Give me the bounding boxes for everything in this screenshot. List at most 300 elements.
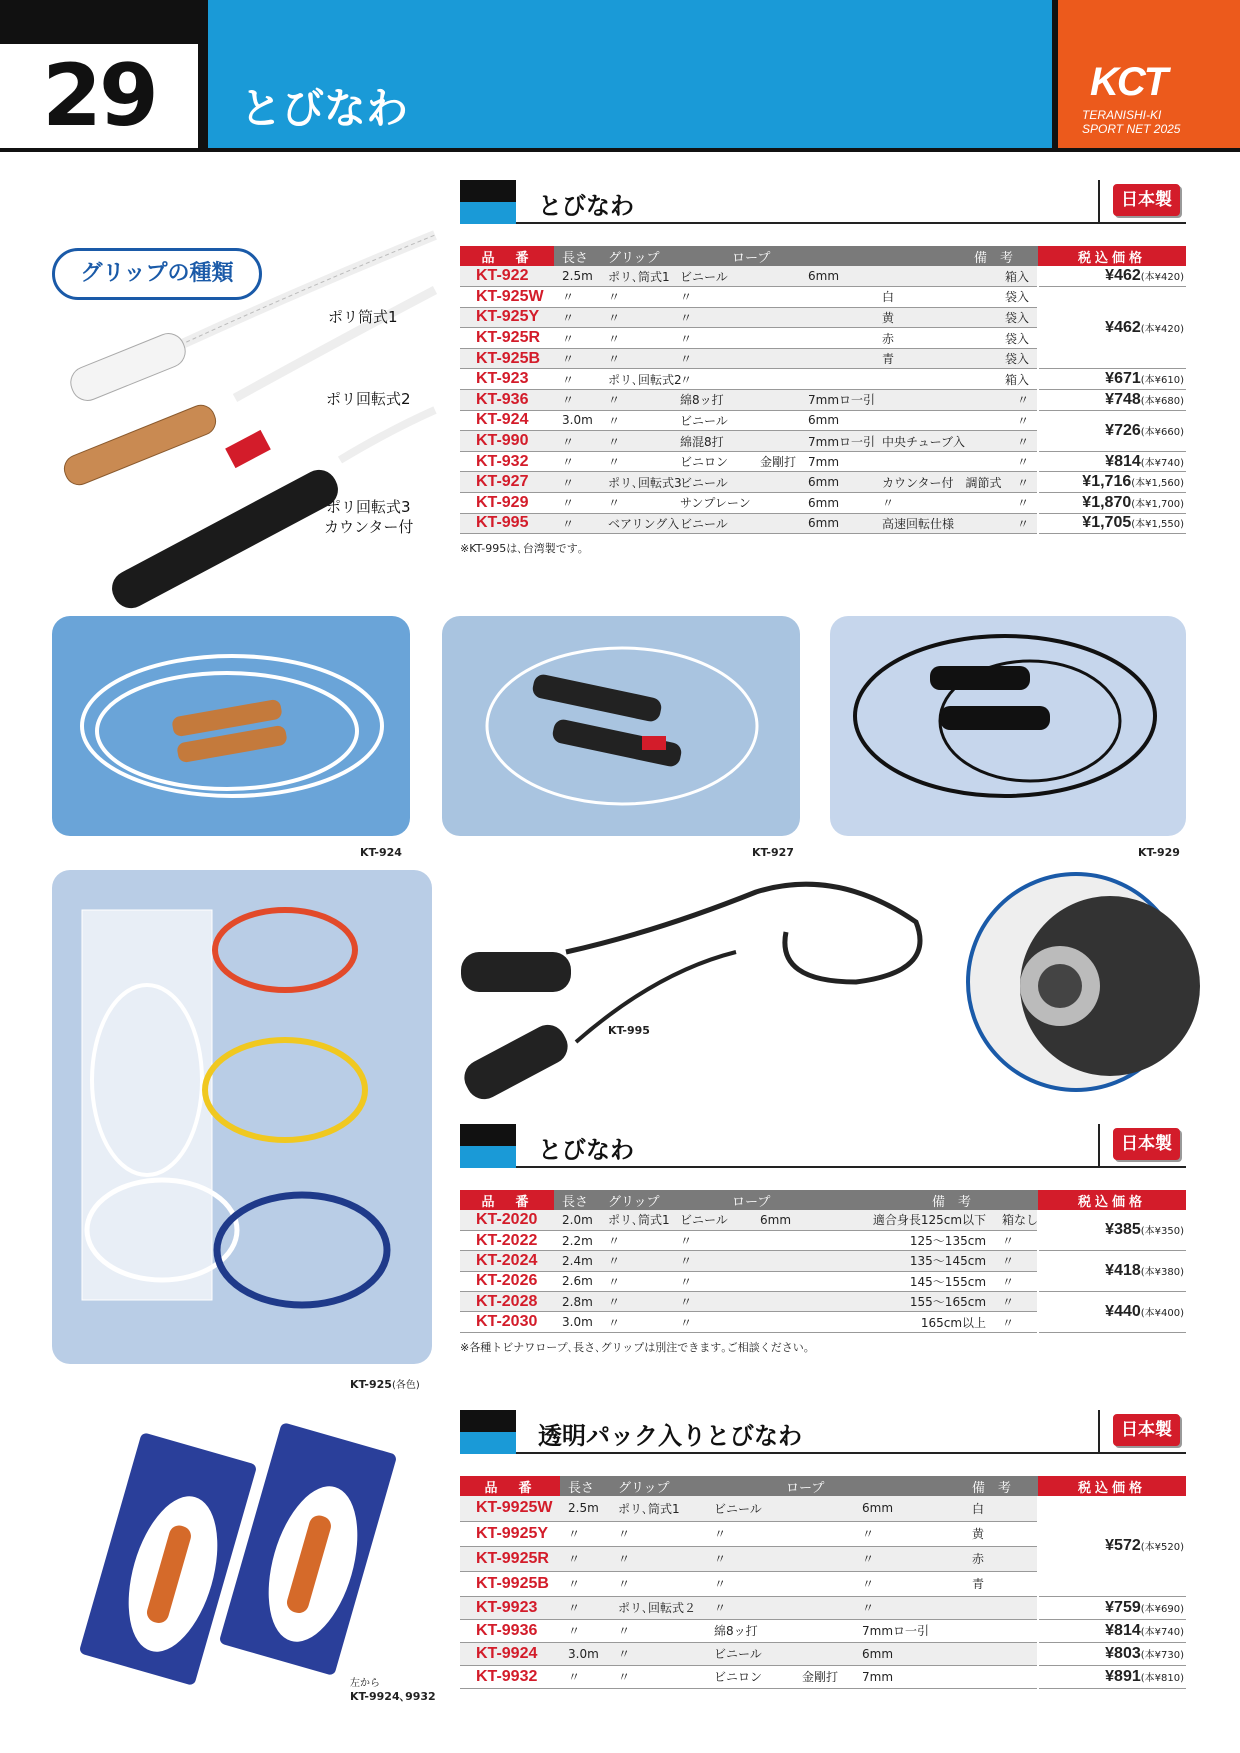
photo-kt-924	[52, 616, 410, 836]
table-row	[460, 1496, 1186, 1521]
rope-cell: 〃	[672, 1251, 752, 1271]
grip-cell: 〃	[610, 1571, 706, 1596]
length-cell: 〃	[554, 390, 600, 411]
price-value: ¥1,870	[1082, 493, 1132, 511]
price-value: ¥385	[1105, 1221, 1141, 1239]
caption-kt-995: KT-995	[608, 1024, 650, 1037]
made-in-japan-badge: 日本製	[1113, 1414, 1180, 1446]
price-cell	[1038, 493, 1186, 514]
rope-type-cell	[752, 307, 800, 328]
packaging-cell: 〃	[994, 493, 1038, 514]
packaging-cell: 袋入	[994, 287, 1038, 308]
remarks-cell	[874, 266, 994, 287]
caption-kt-927: KT-927	[752, 846, 794, 859]
remarks-cell: 黄	[874, 307, 994, 328]
rope-size-cell: 6mm	[800, 410, 874, 431]
note-1: ※KT-995は､台湾製です｡	[460, 542, 584, 556]
table-row	[460, 410, 1186, 431]
rope-type-cell	[794, 1619, 854, 1642]
price-tax: (本¥420)	[1140, 323, 1185, 335]
rope-size-cell: 7mmロ一引	[800, 390, 874, 411]
price-tax: (本¥690)	[1140, 1603, 1184, 1615]
remarks-cell	[964, 1642, 1038, 1665]
remarks-cell: 〃	[874, 493, 994, 514]
grip-label-2: ポリ回転式2	[326, 390, 411, 408]
price-tax: (本¥730)	[1140, 1649, 1184, 1661]
col-price: 税込価格	[1038, 1476, 1186, 1496]
table-row	[460, 451, 1186, 472]
length-cell: 3.0m	[554, 410, 600, 431]
grip-cell: ポリ､筒式1	[600, 266, 672, 287]
rope-size-cell	[752, 1251, 832, 1271]
length-cell: 〃	[560, 1571, 610, 1596]
rope-size-cell: 6mm	[800, 513, 874, 534]
grip-cell: 〃	[600, 493, 672, 514]
product-table-3	[460, 1476, 1186, 1689]
remarks-cell	[874, 369, 994, 390]
price-cell	[1038, 1596, 1186, 1619]
col-grip: グリップ	[600, 1190, 672, 1210]
rope-cell: 〃	[672, 1230, 752, 1250]
product-code: KT-9924	[460, 1642, 560, 1665]
remarks-cell: 青	[874, 348, 994, 369]
section-1	[460, 180, 1186, 556]
grip-label-4: カウンター付	[324, 518, 414, 536]
col-price: 税込価格	[1038, 1190, 1186, 1210]
rope-type-cell	[752, 410, 800, 431]
product-code: KT-936	[460, 390, 554, 411]
price-tax: (本¥680)	[1140, 395, 1185, 407]
photo-blister-packs	[88, 1424, 408, 1684]
col-remarks: 備 考	[874, 246, 1038, 266]
remarks-cell: カウンター付 調節式	[874, 472, 994, 493]
price-cell	[1038, 451, 1186, 472]
col-grip: グリップ	[600, 246, 672, 266]
grip-cell: 〃	[600, 451, 672, 472]
price-tax: (本¥350)	[1140, 1226, 1185, 1238]
price-tax: (本¥810)	[1140, 1672, 1184, 1684]
packaging-cell: 〃	[994, 410, 1038, 431]
col-length: 長さ	[560, 1476, 610, 1496]
rope-cell: 〃	[672, 1312, 752, 1332]
rope-cell: ビニール	[706, 1496, 794, 1521]
price-tax: (本¥1,550)	[1131, 519, 1185, 531]
price-cell	[1038, 1251, 1186, 1292]
rope-size-cell: 7mm	[854, 1665, 964, 1688]
length-cell: 〃	[554, 513, 600, 534]
table-row	[460, 266, 1186, 287]
remarks-cell: 白	[964, 1496, 1038, 1521]
rope-cell: 綿8ッ打	[672, 390, 752, 411]
grip-cell: 〃	[600, 1312, 672, 1332]
col-rope: ロープ	[672, 246, 874, 266]
remarks-cell	[874, 410, 994, 431]
grip-cell: 〃	[610, 1521, 706, 1546]
remarks-cell	[964, 1619, 1038, 1642]
rope-size-cell: 7mm	[800, 451, 874, 472]
grip-cell: 〃	[600, 1230, 672, 1250]
price-cell	[1038, 410, 1186, 451]
remarks-cell: 青	[964, 1571, 1038, 1596]
grip-cell: ベアリング入	[600, 513, 672, 534]
rope-cell: ビニール	[672, 472, 752, 493]
rope-type-cell	[752, 431, 800, 452]
length-cell: 〃	[554, 451, 600, 472]
price-value: ¥748	[1105, 390, 1141, 408]
section-2	[460, 1124, 1186, 1355]
rope-size-cell	[752, 1312, 832, 1332]
price-cell	[1038, 1619, 1186, 1642]
product-code: KT-925R	[460, 328, 554, 349]
brand-logo: KCT	[1090, 60, 1167, 104]
product-code: KT-929	[460, 493, 554, 514]
price-value: ¥803	[1105, 1644, 1141, 1662]
rope-size-cell	[800, 287, 874, 308]
grip-cell: 〃	[600, 410, 672, 431]
rope-type-cell	[752, 369, 800, 390]
price-value: ¥418	[1105, 1262, 1141, 1280]
rope-type-cell	[752, 493, 800, 514]
table-row	[460, 493, 1186, 514]
rope-size-cell	[800, 348, 874, 369]
table-row	[460, 1251, 1186, 1271]
length-cell: 2.2m	[554, 1230, 600, 1250]
grip-cell: ポリ､回転式3	[600, 472, 672, 493]
price-value: ¥1,705	[1082, 514, 1132, 532]
packaging-cell: 〃	[994, 1292, 1038, 1312]
rope-cell: 〃	[706, 1521, 794, 1546]
product-code: KT-925W	[460, 287, 554, 308]
rope-size-cell	[752, 1230, 832, 1250]
made-in-japan-badge: 日本製	[1113, 184, 1180, 216]
rope-size-cell: 7mmロ一引	[854, 1619, 964, 1642]
length-cell: 2.5m	[560, 1496, 610, 1521]
product-code: KT-995	[460, 513, 554, 534]
rope-cell: 〃	[672, 1292, 752, 1312]
packaging-cell: 〃	[994, 1251, 1038, 1271]
col-code: 品 番	[460, 246, 554, 266]
product-code: KT-2026	[460, 1271, 554, 1291]
brand-subtitle: TERANISHI-KI SPORT NET 2025	[1082, 108, 1181, 136]
price-value: ¥462	[1105, 267, 1141, 285]
length-cell: 〃	[554, 493, 600, 514]
packaging-cell: 〃	[994, 472, 1038, 493]
table-row	[460, 472, 1186, 493]
rope-type-cell	[752, 266, 800, 287]
price-value: ¥891	[1105, 1667, 1141, 1685]
rope-cell: 〃	[672, 1271, 752, 1291]
product-code: KT-9925Y	[460, 1521, 560, 1546]
grip-cell: 〃	[600, 348, 672, 369]
product-table-2	[460, 1190, 1186, 1333]
grip-cell: 〃	[600, 431, 672, 452]
photo-kt-929	[830, 616, 1186, 836]
photo-kt-925	[52, 870, 432, 1364]
col-price: 税込価格	[1038, 246, 1186, 266]
rope-type-cell	[794, 1496, 854, 1521]
caption-kt-925: KT-925(各色)	[350, 1378, 420, 1391]
price-value: ¥1,716	[1082, 473, 1132, 491]
price-tax: (本¥610)	[1140, 375, 1185, 387]
rope-type-cell	[794, 1546, 854, 1571]
length-cell: 〃	[560, 1546, 610, 1571]
table-row	[460, 1596, 1186, 1619]
product-code: KT-2024	[460, 1251, 554, 1271]
price-tax: (本¥740)	[1140, 457, 1185, 469]
price-cell	[1038, 1665, 1186, 1688]
price-cell	[1038, 369, 1186, 390]
rope-type-cell: 金剛打	[794, 1665, 854, 1688]
remarks-cell: 赤	[964, 1546, 1038, 1571]
grip-cell: 〃	[600, 307, 672, 328]
bearing-detail-photo	[966, 872, 1186, 1092]
remarks-cell	[874, 390, 994, 411]
price-cell	[1038, 1210, 1186, 1251]
product-code: KT-2028	[460, 1292, 554, 1312]
price-cell	[1038, 472, 1186, 493]
rope-size-cell: 〃	[854, 1546, 964, 1571]
section-title: とびなわ	[538, 192, 634, 220]
price-value: ¥759	[1105, 1598, 1141, 1616]
product-code: KT-9936	[460, 1619, 560, 1642]
price-value: ¥440	[1105, 1302, 1141, 1320]
rope-cell: 〃	[672, 369, 752, 390]
rope-type-cell: 金剛打	[752, 451, 800, 472]
rope-cell: 〃	[706, 1571, 794, 1596]
packaging-cell: 袋入	[994, 348, 1038, 369]
remarks-cell: 155～165cm	[832, 1292, 994, 1312]
price-value: ¥726	[1105, 421, 1141, 439]
length-cell: 〃	[554, 472, 600, 493]
rope-cell: 〃	[706, 1596, 794, 1619]
section-3	[460, 1410, 1186, 1689]
note-2: ※各種トビナワロープ､長さ､グリップは別注できます｡ご相談ください｡	[460, 1340, 810, 1354]
product-code: KT-925B	[460, 348, 554, 369]
grip-label-3: ポリ回転式3	[326, 498, 411, 516]
price-cell	[1038, 390, 1186, 411]
table-row	[460, 1642, 1186, 1665]
remarks-cell: 黄	[964, 1521, 1038, 1546]
packaging-cell: 袋入	[994, 328, 1038, 349]
table-row	[460, 1292, 1186, 1312]
rope-type-cell	[752, 390, 800, 411]
packaging-cell: 箱なし	[994, 1210, 1038, 1230]
product-code: KT-9932	[460, 1665, 560, 1688]
rope-size-cell	[752, 1292, 832, 1312]
packaging-cell: 箱入	[994, 266, 1038, 287]
made-in-japan-badge: 日本製	[1113, 1128, 1180, 1160]
rope-size-cell: 〃	[854, 1596, 964, 1619]
rope-size-cell: 〃	[854, 1521, 964, 1546]
col-rope: ロープ	[672, 1190, 832, 1210]
remarks-cell: 中央チューブ入	[874, 431, 994, 452]
packaging-cell: 〃	[994, 451, 1038, 472]
product-code: KT-927	[460, 472, 554, 493]
table-row	[460, 390, 1186, 411]
length-cell: 〃	[554, 369, 600, 390]
col-grip: グリップ	[610, 1476, 706, 1496]
grip-cell: 〃	[610, 1665, 706, 1688]
remarks-cell: 赤	[874, 328, 994, 349]
col-length: 長さ	[554, 1190, 600, 1210]
grip-cell: 〃	[600, 1292, 672, 1312]
length-cell: 〃	[554, 307, 600, 328]
rope-cell: サンプレーン	[672, 493, 752, 514]
length-cell: 3.0m	[554, 1312, 600, 1332]
section-title: 透明パック入りとびなわ	[538, 1422, 802, 1450]
price-cell	[1038, 1292, 1186, 1333]
rope-cell: 〃	[672, 348, 752, 369]
caption-kt-924: KT-924	[360, 846, 402, 859]
rope-cell: ビニロン	[706, 1665, 794, 1688]
price-tax: (本¥1,560)	[1131, 478, 1185, 490]
page-title: とびなわ	[240, 84, 409, 133]
photo-kt-995	[456, 872, 956, 1112]
table-row	[460, 1210, 1186, 1230]
price-value: ¥462	[1105, 318, 1141, 336]
remarks-cell	[964, 1596, 1038, 1619]
remarks-cell: 白	[874, 287, 994, 308]
product-code: KT-932	[460, 451, 554, 472]
col-rope: ロープ	[706, 1476, 964, 1496]
rope-size-cell: 6mm	[800, 472, 874, 493]
length-cell: 2.4m	[554, 1251, 600, 1271]
rope-cell: 〃	[672, 328, 752, 349]
product-code: KT-924	[460, 410, 554, 431]
rope-size-cell: 6mm	[752, 1210, 832, 1230]
price-cell	[1038, 266, 1186, 287]
packaging-cell: 袋入	[994, 307, 1038, 328]
grip-cell: 〃	[600, 328, 672, 349]
packaging-cell: 〃	[994, 1230, 1038, 1250]
rope-size-cell: 6mm	[800, 493, 874, 514]
remarks-cell: 適合身長125cm以下	[832, 1210, 994, 1230]
length-cell: 〃	[554, 431, 600, 452]
rope-size-cell: 6mm	[800, 266, 874, 287]
packaging-cell: 箱入	[994, 369, 1038, 390]
length-cell: 〃	[560, 1521, 610, 1546]
length-cell: 〃	[560, 1665, 610, 1688]
length-cell: 3.0m	[560, 1642, 610, 1665]
price-tax: (本¥520)	[1140, 1541, 1184, 1553]
remarks-cell: 145～155cm	[832, 1271, 994, 1291]
rope-size-cell	[800, 328, 874, 349]
grip-label-1: ポリ筒式1	[328, 308, 398, 326]
price-value: ¥671	[1105, 370, 1141, 388]
rope-type-cell	[752, 348, 800, 369]
length-cell: 〃	[554, 328, 600, 349]
product-code: KT-9923	[460, 1596, 560, 1619]
remarks-cell: 高速回転仕様	[874, 513, 994, 534]
length-cell: 〃	[560, 1596, 610, 1619]
product-code: KT-923	[460, 369, 554, 390]
rope-type-cell	[794, 1521, 854, 1546]
grip-cell: 〃	[610, 1619, 706, 1642]
price-tax: (本¥740)	[1140, 1626, 1184, 1638]
rope-size-cell: 6mm	[854, 1496, 964, 1521]
length-cell: 2.6m	[554, 1271, 600, 1291]
price-tax: (本¥660)	[1140, 426, 1185, 438]
product-code: KT-9925R	[460, 1546, 560, 1571]
rope-type-cell	[794, 1642, 854, 1665]
product-code: KT-922	[460, 266, 554, 287]
grip-cell: ポリ､筒式1	[610, 1496, 706, 1521]
price-tax: (本¥380)	[1140, 1267, 1185, 1279]
product-table-1	[460, 246, 1186, 534]
rope-size-cell	[752, 1271, 832, 1291]
col-length: 長さ	[554, 246, 600, 266]
rope-type-cell	[752, 513, 800, 534]
remarks-cell: 165cm以上	[832, 1312, 994, 1332]
section-marker	[460, 1124, 516, 1168]
table-row	[460, 1619, 1186, 1642]
rope-cell: ビニール	[672, 1210, 752, 1230]
caption-blister-prefix: 左から	[350, 1678, 380, 1689]
table-row	[460, 369, 1186, 390]
product-code: KT-925Y	[460, 307, 554, 328]
rope-cell: 〃	[672, 287, 752, 308]
product-code: KT-2030	[460, 1312, 554, 1332]
table-row	[460, 1665, 1186, 1688]
price-cell	[1038, 513, 1186, 534]
rope-type-cell	[752, 472, 800, 493]
remarks-cell	[964, 1665, 1038, 1688]
length-cell: 〃	[554, 287, 600, 308]
packaging-cell: 〃	[994, 513, 1038, 534]
rope-cell: 綿混8打	[672, 431, 752, 452]
grip-cell: 〃	[610, 1642, 706, 1665]
grip-cell: ポリ､回転式2	[600, 369, 672, 390]
length-cell: 2.5m	[554, 266, 600, 287]
grip-cell: 〃	[600, 390, 672, 411]
length-cell: 〃	[554, 348, 600, 369]
section-title: とびなわ	[538, 1136, 634, 1164]
grip-cell: ポリ､筒式1	[600, 1210, 672, 1230]
rope-cell: ビニール	[706, 1642, 794, 1665]
price-tax: (本¥420)	[1140, 272, 1185, 284]
price-cell	[1038, 1642, 1186, 1665]
price-tax: (本¥1,700)	[1131, 498, 1185, 510]
price-value: ¥814	[1105, 1621, 1141, 1639]
product-code: KT-2022	[460, 1230, 554, 1250]
product-code: KT-9925W	[460, 1496, 560, 1521]
rope-cell: ビニール	[672, 410, 752, 431]
table-row	[460, 287, 1186, 308]
caption-blister-codes: KT-9924､9932	[350, 1690, 436, 1703]
rope-size-cell: 6mm	[854, 1642, 964, 1665]
packaging-cell: 〃	[994, 390, 1038, 411]
rope-cell: 綿8ッ打	[706, 1619, 794, 1642]
remarks-cell: 135～145cm	[832, 1251, 994, 1271]
col-remarks: 備 考	[964, 1476, 1038, 1496]
product-code: KT-9925B	[460, 1571, 560, 1596]
length-cell: 〃	[560, 1619, 610, 1642]
product-code: KT-990	[460, 431, 554, 452]
col-code: 品 番	[460, 1476, 560, 1496]
section-marker	[460, 1410, 516, 1454]
grip-cell: 〃	[600, 1251, 672, 1271]
rope-size-cell: 7mmロ一引	[800, 431, 874, 452]
rope-type-cell	[794, 1596, 854, 1619]
price-cell	[1038, 1496, 1186, 1596]
packaging-cell: 〃	[994, 1312, 1038, 1332]
rope-size-cell: 〃	[854, 1571, 964, 1596]
rope-type-cell	[752, 328, 800, 349]
price-value: ¥572	[1105, 1536, 1141, 1554]
rope-cell: ビニール	[672, 513, 752, 534]
rope-type-cell	[794, 1571, 854, 1596]
rope-cell: ビニール	[672, 266, 752, 287]
